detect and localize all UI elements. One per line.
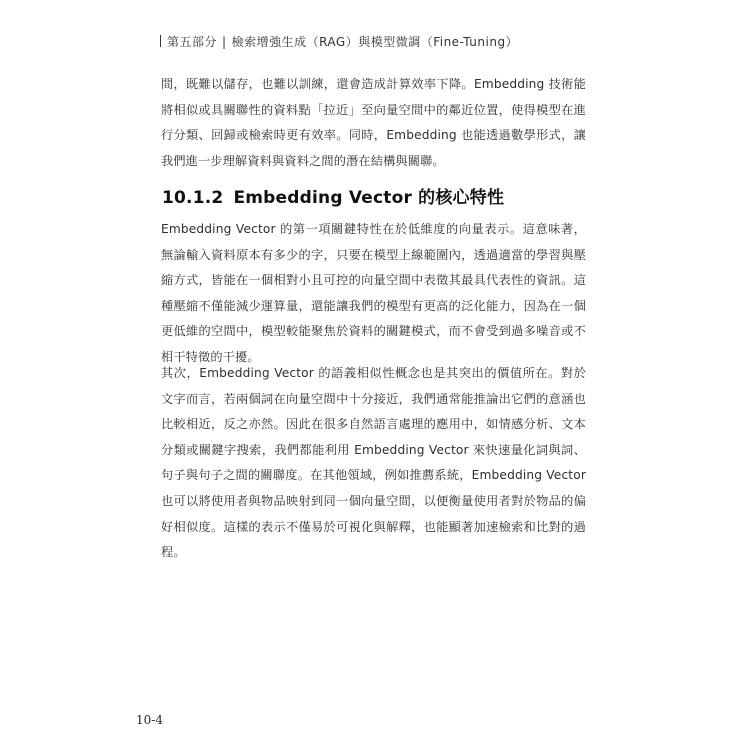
header-bar-rule [160,35,161,47]
header-chapter-title: 檢索增強生成（RAG）與模型微調（Fine-Tuning） [231,35,519,49]
running-header [160,33,518,50]
header-part-label: 第五部分 [167,35,218,49]
section-number: 10.1.2 [162,188,224,208]
header-separator: | [222,35,227,49]
section-title: Embedding Vector 的核心特性 [233,188,505,208]
paragraph-2: Embedding Vector 的第一項關鍵特性在於低維度的向量表示。這意味著，無論輸入資料原本有多少的字，只要在模型上線範圍內，透過適當的學習與壓縮方式，皆能在一個相對小且可控的向量空間中表徵其最具代表性的資訊。這種壓縮不僅能減少運算量，還能讓我們的模型有更高的泛化能力，因為在一個更低維的空間中，模型較能聚焦於資料的關鍵模式，而不會受到過多噪音或不相干特徵的干擾。 [161,222,586,364]
section-heading [162,183,504,208]
paragraph-1: 間，既難以儲存，也難以訓練，還會造成計算效率下降。Embedding 技術能將相似或具關聯性的資料點「拉近」至向量空間中的鄰近位置，使得模型在進行分類、回歸或檢索時更有效率。同時，Embedding 也能透過數學形式，讓我們進一步理解資料與資料之間的潛在結構與關聯。 [161,77,586,168]
paragraph-3: 其次，Embedding Vector 的語義相似性概念也是其突出的價值所在。對於文字而言，若兩個詞在向量空間中十分接近，我們通常能推論出它們的意涵也比較相近，反之亦然。因此在很多自然語言處理的應用中，如情感分析、文本分類或關鍵字搜索，我們都能利用 Embedding Vector 來快速量化詞與詞、句子與句子之間的關聯度。在其他領域，例如推薦系統，Embedding Vector 也可以將使用者與物品映射到同一個向量空間，以便衡量使用者對於物品的偏好相似度。這樣的表示不僅易於可視化與解釋，也能顯著加速檢索和比對的過程。 [161,366,586,560]
page-number: 10-4 [136,713,163,727]
